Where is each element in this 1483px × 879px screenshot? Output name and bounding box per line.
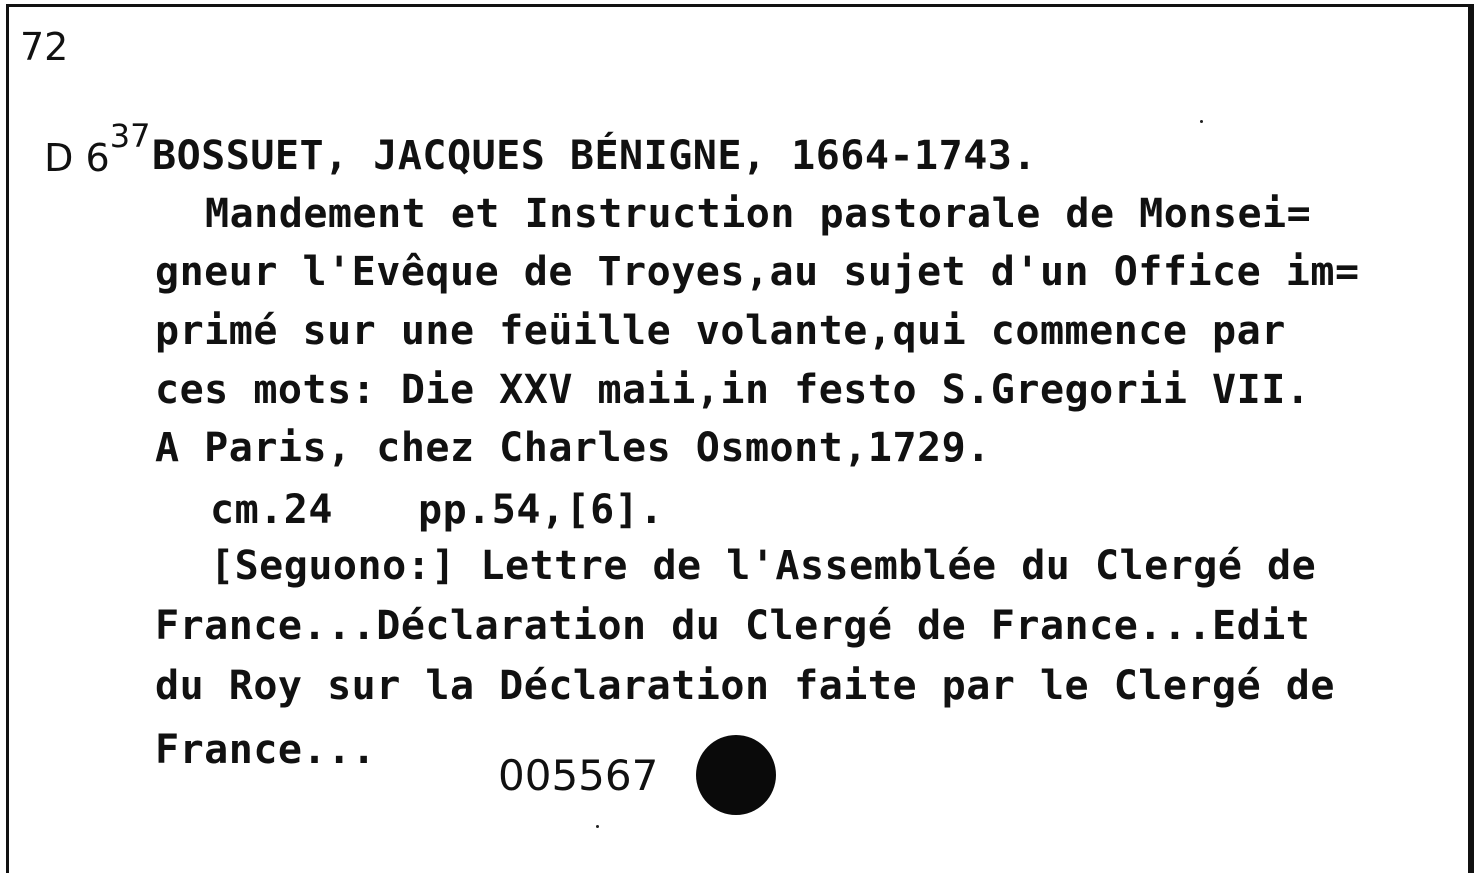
inventory-number: 005567 <box>498 751 659 800</box>
title-line-2: gneur l'Evêque de Troyes,au sujet d'un Office im= <box>155 249 1360 295</box>
author-heading: BOSSUET, JACQUES BÉNIGNE, 1664-1743. <box>152 133 1037 179</box>
note-line-4: France... <box>155 727 377 773</box>
speck <box>1200 120 1203 123</box>
note-line-1: [Seguono:] Lettre de l'Assemblée du Clergé de <box>210 543 1317 589</box>
call-number-line1: 72 <box>20 25 69 69</box>
collation-pages: pp.54,[6]. <box>418 487 664 533</box>
call-number-line2 <box>20 82 151 180</box>
call-number-prefix: D 6 <box>44 136 110 180</box>
note-line-3: du Roy sur la Déclaration faite par le Clergé de <box>155 663 1335 709</box>
punch-hole-dot <box>696 735 776 815</box>
title-line-1: Mandement et Instruction pastorale de Monsei= <box>205 191 1312 237</box>
collation-size: cm.24 <box>210 487 333 533</box>
imprint-line: A Paris, chez Charles Osmont,1729. <box>155 425 991 471</box>
speck <box>596 825 599 828</box>
note-line-2: France...Déclaration du Clergé de France...Edit <box>155 603 1311 649</box>
call-number-superscript: 37 <box>109 117 151 155</box>
title-line-3: primé sur une feüille volante,qui commence par <box>155 308 1286 354</box>
title-line-4: ces mots: Die XXV maii,in festo S.Gregorii VII. <box>155 367 1311 413</box>
